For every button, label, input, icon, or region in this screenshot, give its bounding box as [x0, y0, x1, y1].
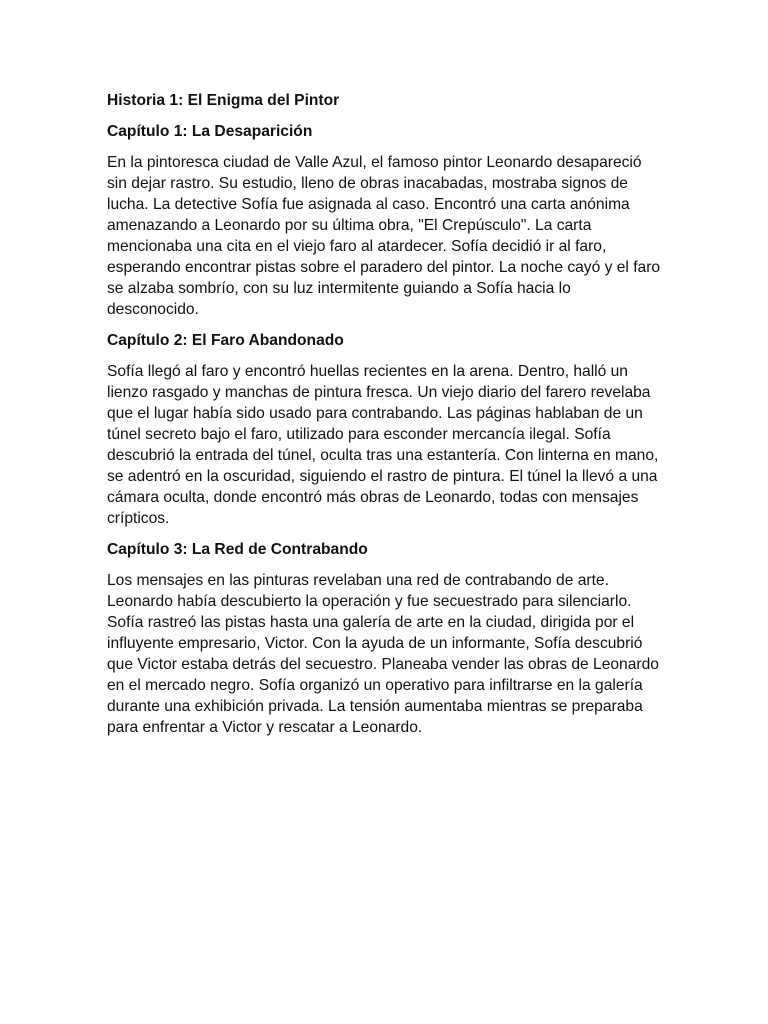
- chapter-3: [107, 539, 663, 738]
- story-title: Historia 1: El Enigma del Pintor: [107, 92, 340, 109]
- chapter-2-text: Sofía llegó al faro y encontró huellas recientes en la arena. Dentro, halló un lienzo rasgado y manchas de pintura fresca. Un viejo diario del farero revelaba que el lugar había sido usado para contrabando. Las páginas hablaban de un túnel secreto bajo el faro, utilizado para esconder mercancía ilegal. Sofía descubrió la entrada del túnel, oculta tras una estantería. Con linterna en mano, se adentró en la oscuridad, siguiendo el rastro de pintura. El túnel la llevó a una cámara oculta, donde encontró más obras de Leonardo, todas con mensajes crípticos.: [107, 363, 659, 527]
- chapter-3-heading: Capítulo 3: La Red de Contrabando: [107, 541, 368, 558]
- chapter-2-heading: Capítulo 2: El Faro Abandonado: [107, 332, 344, 349]
- document-page: [107, 90, 663, 748]
- chapter-1-heading: Capítulo 1: La Desaparición: [107, 123, 313, 140]
- chapter-1-text: En la pintoresca ciudad de Valle Azul, el famoso pintor Leonardo desapareció sin dejar rastro. Su estudio, lleno de obras inacabadas, mostraba signos de lucha. La detective Sofía fue asignada al caso. Encontró una carta anónima amenazando a Leonardo por su última obra, "El Crepúsculo". La carta mencionaba una cita en el viejo faro al atardecer. Sofía decidió ir al faro, esperando encontrar pistas sobre el paradero del pintor. La noche cayó y el faro se alzaba sombrío, con su luz intermitente guiando a Sofía hacia lo desconocido.: [107, 154, 661, 318]
- chapter-2: [107, 330, 663, 529]
- chapter-3-text: Los mensajes en las pinturas revelaban una red de contrabando de arte. Leonardo había descubierto la operación y fue secuestrado para silenciarlo. Sofía rastreó las pistas hasta una galería de arte en la ciudad, dirigida por el influyente empresario, Victor. Con la ayuda de un informante, Sofía descubrió que Victor estaba detrás del secuestro. Planeaba vender las obras de Leonardo en el mercado negro. Sofía organizó un operativo para infiltrarse en la galería durante una exhibición privada. La tensión aumentaba mientras se preparaba para enfrentar a Victor y rescatar a Leonardo.: [107, 572, 659, 736]
- chapter-1: [107, 121, 663, 320]
